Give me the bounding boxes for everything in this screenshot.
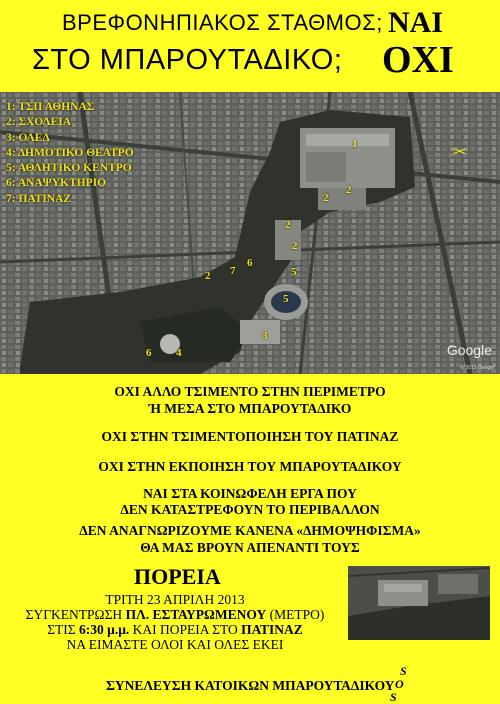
map-pin: 2 <box>323 192 329 204</box>
question-nursery: ΒΡΕΦΟΝΗΠΙΑΚΟΣ ΣΤΑΘΜΟΣ; <box>62 10 383 35</box>
gather-suffix: (ΜΕΤΡΟ) <box>266 607 325 622</box>
map-pin: 1 <box>352 138 358 150</box>
slogan-line: ΟΧΙ ΣΤΗΝ ΤΣΙΜΕΝΤΟΠΟΙΗΣΗ ΤΟΥ ΠΑΤΙΝΑΖ <box>101 429 399 444</box>
legend-item: 3: ΟΛΕΔ <box>6 131 50 144</box>
map-pin: 6 <box>247 257 253 269</box>
sos-letter: S <box>390 690 397 704</box>
gather-prefix: ΣΥΓΚΕΝΤΡΩΣΗ <box>25 607 126 622</box>
march-time <box>0 622 350 638</box>
legend-item: 2: ΣΧΟΛΕΙΑ <box>6 116 72 129</box>
legend-item: 6: ΑΝΑΨΥΚΤΗΡΙΟ <box>6 177 107 190</box>
legend-item: 4: ΔΗΜΟΤΙΚΟ ΘΕΑΤΡΟ <box>6 146 134 159</box>
legend-item: 1: ΤΣΠ ΑΘΗΝΑΣ <box>6 101 95 113</box>
map-pin: 2 <box>285 219 291 231</box>
slogan-line: ΔΕΝ ΑΝΑΓΝΩΡΙΖΟΥΜΕ ΚΑΝΕΝΑ «ΔΗΜΟΨΗΦΙΣΜΑ» <box>79 523 421 538</box>
map-legend <box>6 100 134 207</box>
march-gathering <box>0 607 350 623</box>
answer-no: ΟΧΙ <box>382 39 454 81</box>
map-pin: 6 <box>146 347 152 359</box>
patinaz-photo <box>348 566 490 640</box>
google-logo: Google <box>446 342 492 358</box>
march-date: ΤΡΙΤΗ 23 ΑΠΡΙΛΗ 2013 <box>105 592 245 607</box>
map-pin: 2 <box>292 240 298 252</box>
satellite-map <box>0 92 500 374</box>
slogan-line: ΔΕΝ ΚΑΤΑΣΤΡΕΦΟΥΝ ΤΟ ΠΕΡΙΒΑΛΛΟΝ <box>120 502 380 517</box>
answer-yes: ΝΑΙ <box>388 6 444 39</box>
question-baroutadiko: ΣΤΟ ΜΠΑΡΟΥΤΑΔΙΚΟ; <box>32 44 343 76</box>
map-pin: 3 <box>262 330 268 342</box>
gather-place: ΠΛ. ΕΣΤΑΥΡΩΜΕΝΟΥ <box>125 607 267 622</box>
map-pin: 5 <box>283 293 289 305</box>
march-call: ΝΑ ΕΙΜΑΣΤΕ ΟΛΟΙ ΚΑΙ ΟΛΕΣ ΕΚΕΙ <box>66 637 284 652</box>
legend-item: 7: ΠΑΤΙΝΑΖ <box>6 192 72 205</box>
time-prefix: ΣΤΙΣ <box>47 622 80 637</box>
residents-assembly: ΣΥΝΕΛΕΥΣΗ ΚΑΤΟΙΚΩΝ ΜΠΑΡΟΥΤΑΔΙΚΟΥ <box>106 678 395 693</box>
map-pin: 7 <box>230 265 236 277</box>
sos-letter: O <box>395 677 404 691</box>
slogan-line: ΘΑ ΜΑΣ ΒΡΟΥΝ ΑΠΕΝΑΝΤΙ ΤΟΥΣ <box>140 540 360 555</box>
time-value: 6:30 μ.μ. <box>79 622 130 637</box>
slogan-line: ΝΑΙ ΣΤΑ ΚΟΙΝΩΦΕΛΗ ΕΡΓΑ ΠΟΥ <box>143 486 357 501</box>
sos-letter: S <box>400 664 407 678</box>
map-copyright: © 2013 Google <box>460 365 494 371</box>
scissors-icon: ✂ <box>453 144 467 161</box>
legend-item: 5: ΑΘΛΗΤΙΚΟ ΚΕΝΤΡΟ <box>6 162 132 175</box>
slogan-line: ΟΧΙ ΑΛΛΟ ΤΣΙΜΕΝΤΟ ΣΤΗΝ ΠΕΡΙΜΕΤΡΟ <box>114 384 386 399</box>
map-pin: 4 <box>176 347 182 359</box>
time-mid: ΚΑΙ ΠΟΡΕΙΑ ΣΤΟ <box>129 622 242 637</box>
time-place: ΠΑΤΙΝΑΖ <box>241 622 303 637</box>
slogan-line: Ή ΜΕΣΑ ΣΤΟ ΜΠΑΡΟΥΤΑΔΙΚΟ <box>148 401 352 416</box>
march-title: ΠΟΡΕΙΑ <box>134 564 221 589</box>
map-pin: 2 <box>346 184 352 196</box>
poster-header <box>0 0 500 82</box>
map-pin: 5 <box>291 266 297 278</box>
map-pin: 2 <box>205 270 211 282</box>
slogan-line: ΟΧΙ ΣΤΗΝ ΕΚΠΟΙΗΣΗ ΤΟΥ ΜΠΑΡΟΥΤΑΔΙΚΟΥ <box>98 459 402 474</box>
patinaz-photo-graphic <box>348 566 490 640</box>
